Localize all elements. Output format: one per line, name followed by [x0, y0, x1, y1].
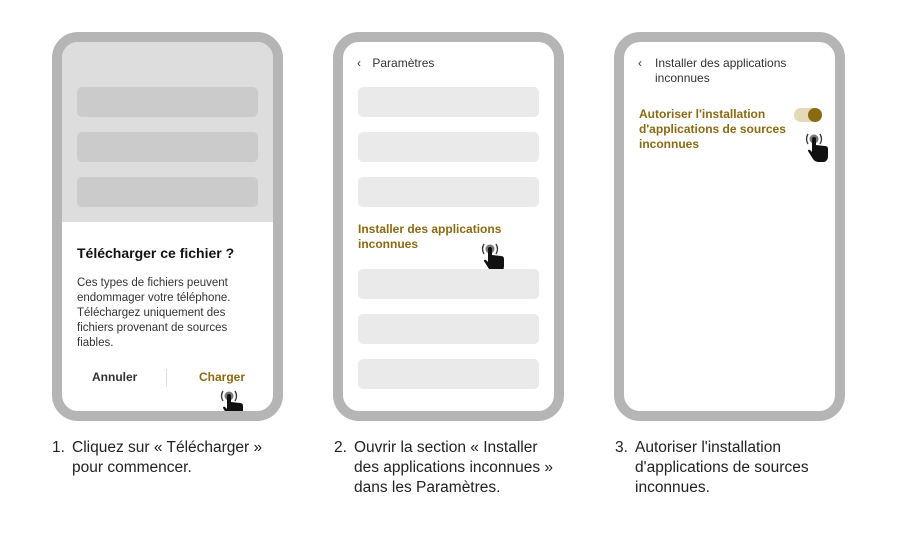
- button-divider: [166, 369, 167, 387]
- chevron-left-icon[interactable]: ‹: [638, 56, 642, 70]
- dialog-body: Ces types de fichiers peuvent endommager votre téléphone. Téléchargez uniquement des fichiers provenant de sources fiables.: [77, 277, 231, 349]
- settings-header: [638, 56, 818, 86]
- settings-header: [357, 56, 434, 71]
- settings-row[interactable]: [358, 314, 539, 344]
- step-text: Ouvrir la section « Installer des applications inconnues » dans les Paramètres.: [354, 439, 554, 496]
- chevron-left-icon[interactable]: ‹: [357, 56, 361, 70]
- settings-row[interactable]: [358, 177, 539, 207]
- step-text: Cliquez sur « Télécharger » pour commencer.: [72, 439, 263, 476]
- download-button[interactable]: Charger: [198, 370, 245, 384]
- allow-unknown-sources-toggle[interactable]: [794, 108, 822, 122]
- phone-mockup-step1: [52, 32, 283, 421]
- phone-mockup-step2: [333, 32, 564, 421]
- cancel-button[interactable]: Annuler: [92, 370, 138, 384]
- settings-row[interactable]: [358, 132, 539, 162]
- step-text: Autoriser l'installation d'applications de sources inconnues.: [635, 439, 809, 496]
- dialog-title: Télécharger ce fichier ?: [77, 245, 235, 261]
- step2-caption: [334, 438, 564, 498]
- phone-mockup-step3: [614, 32, 845, 421]
- toggle-knob: [808, 108, 822, 122]
- hand-tap-icon: [802, 130, 832, 164]
- step1-caption: [52, 438, 282, 478]
- step-number: 2.: [334, 439, 347, 456]
- header-title: Installer des applications inconnues: [655, 56, 787, 85]
- settings-row[interactable]: [358, 269, 539, 299]
- settings-row[interactable]: [358, 87, 539, 117]
- dimmed-background: [62, 42, 273, 222]
- settings-row[interactable]: [358, 359, 539, 389]
- header-title: Paramètres: [372, 56, 435, 70]
- placeholder-row: [77, 177, 258, 207]
- placeholder-row: [77, 132, 258, 162]
- step3-caption: [615, 438, 845, 498]
- step-number: 3.: [615, 439, 628, 456]
- placeholder-row: [77, 87, 258, 117]
- allow-unknown-sources-label: Autoriser l'installation d'applications de sources inconnues: [639, 107, 786, 151]
- install-unknown-apps-item[interactable]: Installer des applications inconnues: [358, 222, 502, 251]
- hand-tap-icon: [217, 387, 247, 421]
- step-number: 1.: [52, 439, 65, 456]
